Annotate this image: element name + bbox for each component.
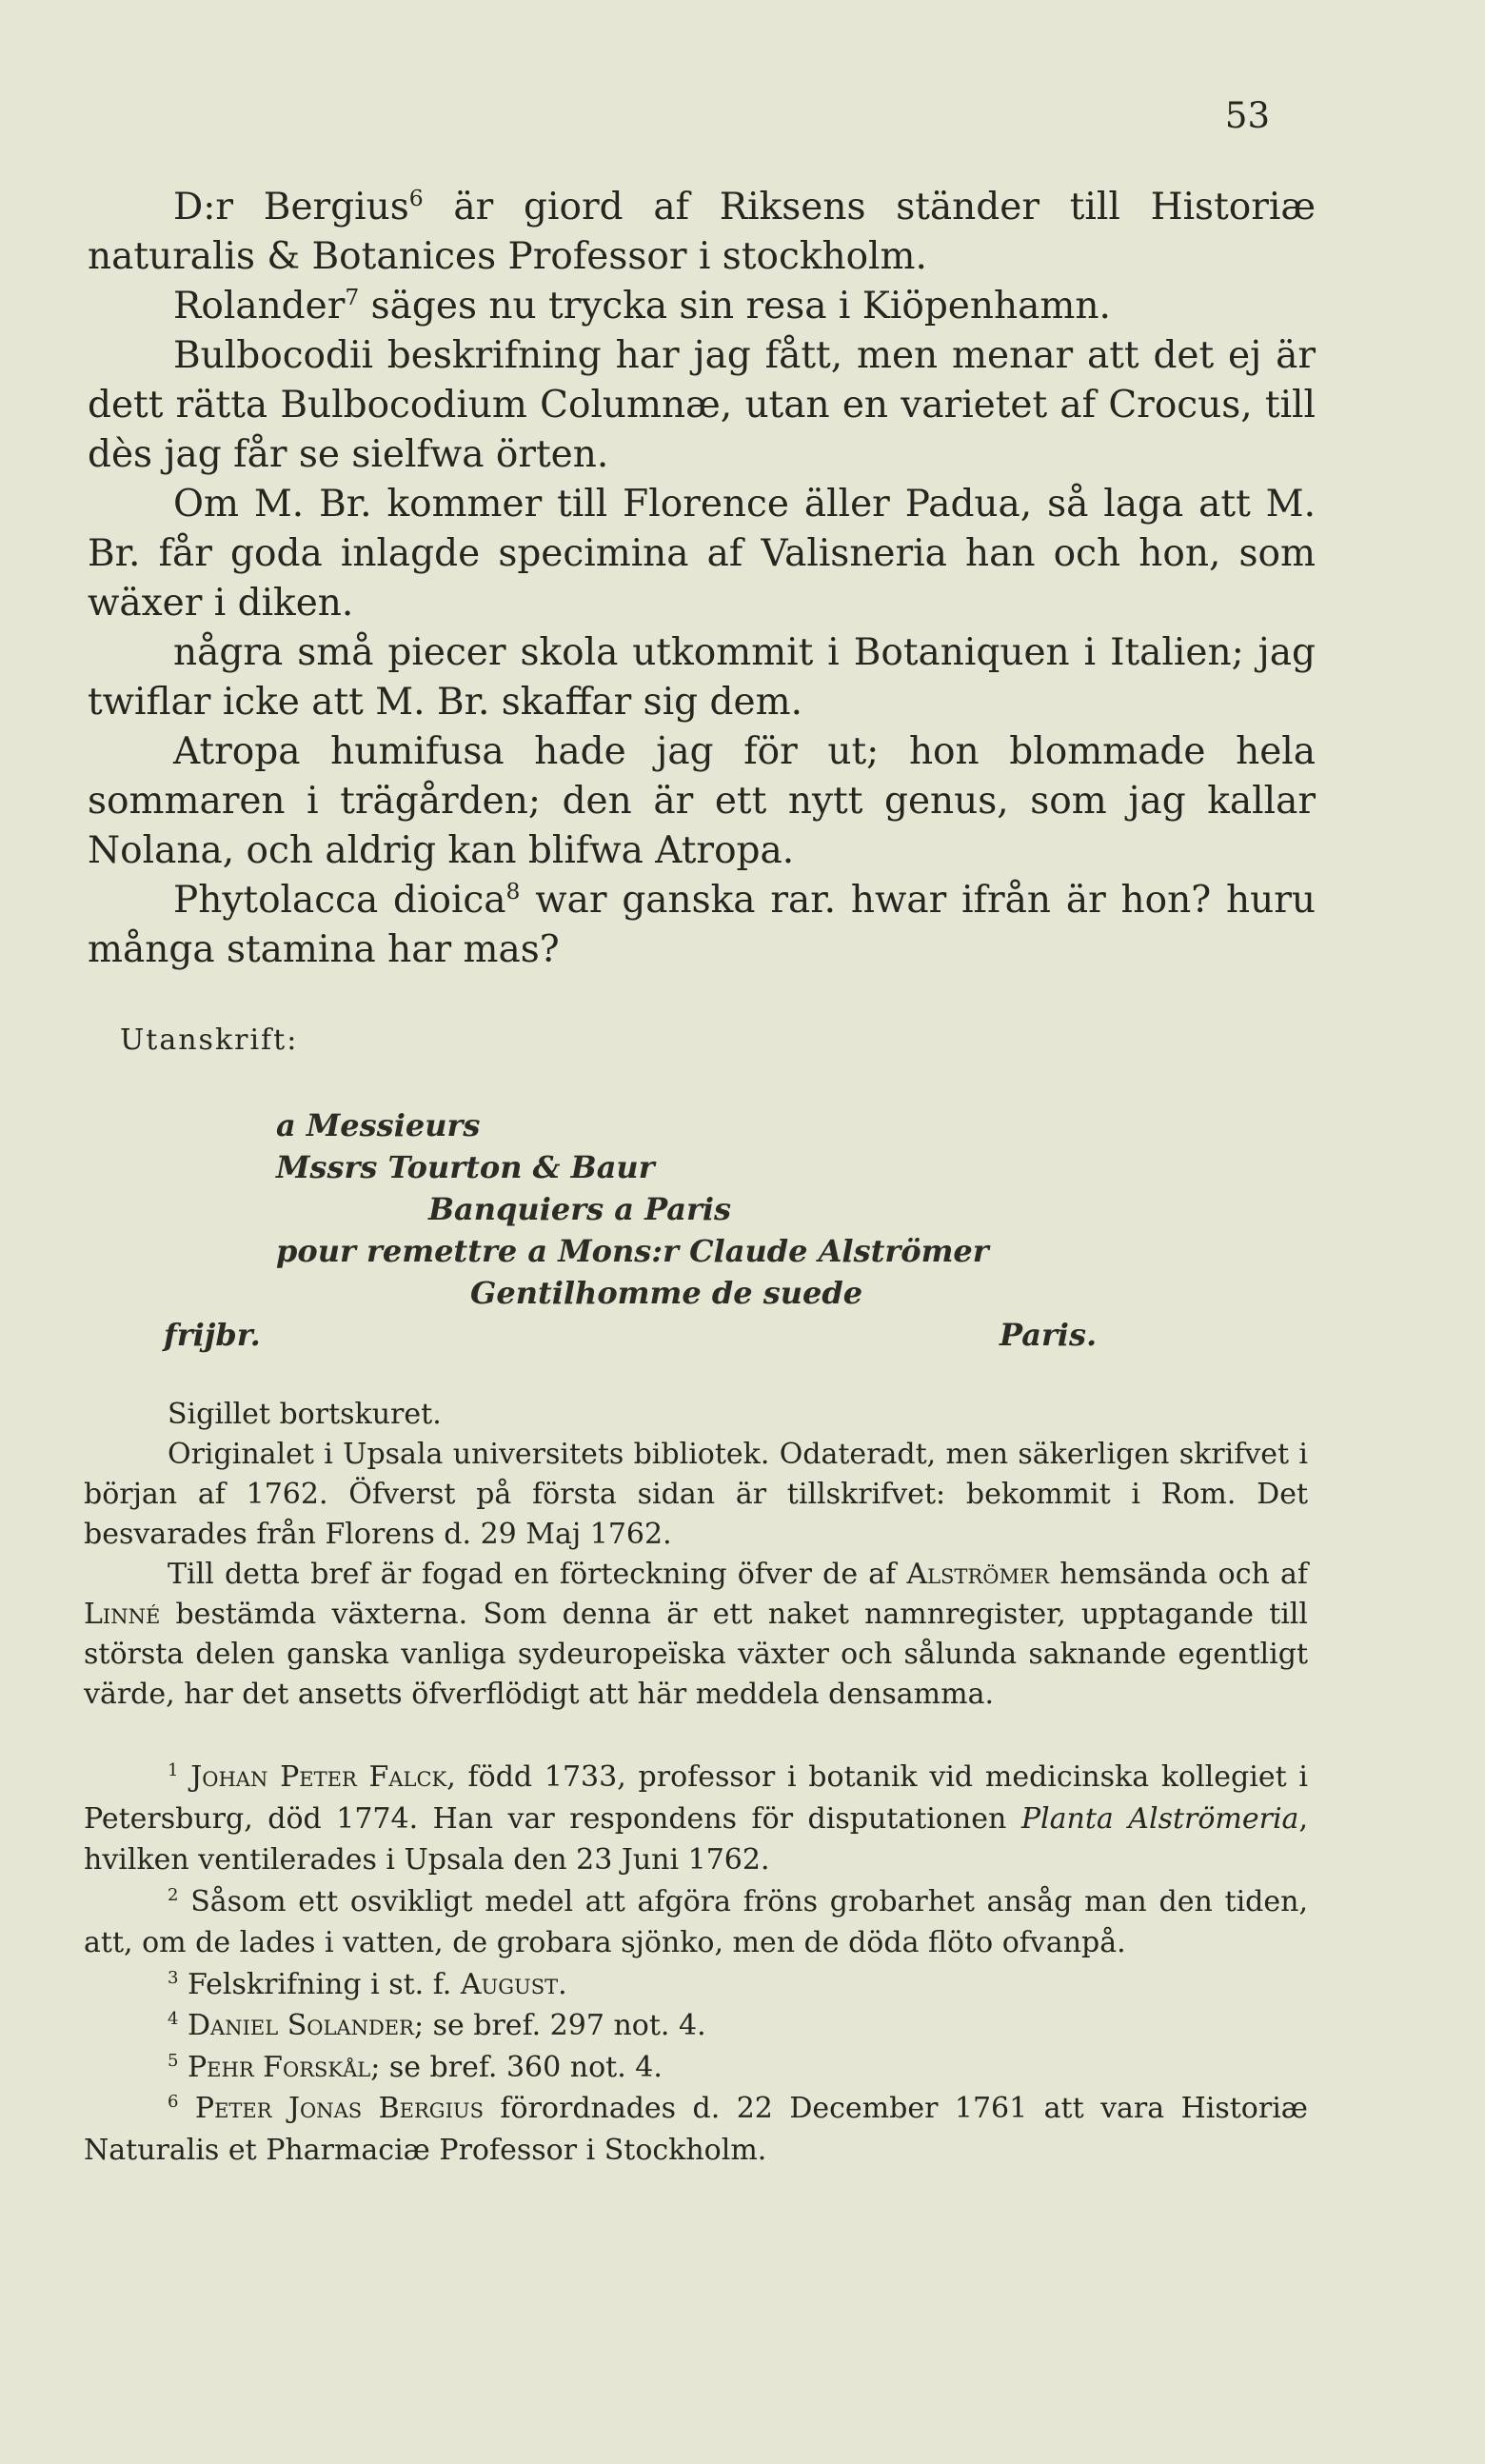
address-frank-mark: frijbr.: [164, 1317, 261, 1353]
text-run: förordnades d. 22 December 1761 att vara Historiæ Naturalis et Pharmaciæ Professor i Stockholm.: [84, 2092, 1309, 2167]
text-run: [178, 2092, 194, 2125]
title-italic: Planta Alströmeria: [1020, 1801, 1299, 1836]
text-run: Bulbocodii beskrifning har jag fått, men menar att det ej är dett rätta Bulbocodium Columnæ, utan en varietet af Crocus, till dès jag får se sielfwa örten.: [88, 334, 1316, 476]
person-name: Daniel Solander: [188, 2009, 414, 2042]
address-line: Banquiers a Paris: [428, 1191, 732, 1227]
letter-paragraph: [88, 183, 1316, 282]
text-run: ; se bref. 297 not. 4.: [413, 2009, 706, 2042]
text-run: några små piecer skola utkommit i Botaniquen i Italien; jag twiflar icke att M. Br. skaffar sig dem.: [88, 631, 1316, 724]
footnote: [84, 2088, 1308, 2171]
address-city: Paris.: [1000, 1317, 1098, 1353]
text-run: [178, 2051, 188, 2084]
text-run: Atropa humifusa hade jag för ut; hon blommade hela sommaren i trägården; den är ett nytt genus, som jag kallar Nolana, och aldrig kan blifwa Atropa.: [88, 730, 1316, 872]
text-run: är giord af Riksens ständer till Historiæ naturalis & Botanices Professor i stockholm.: [88, 186, 1317, 278]
text-run: , född 1733, professor i botanik vid medicinska kollegiet i Petersburg, död 1774. Han var respondens för disputationen: [84, 1760, 1308, 1836]
address-label: Utanskrift:: [120, 1023, 299, 1057]
footnote: [84, 2047, 1308, 2089]
text-run: Om M. Br. kommer till Florence äller Padua, så laga att M. Br. får goda inlagde specimina af Valisneria han och hon, som wäxer i diken.: [88, 483, 1316, 625]
note-marker: 3: [168, 1967, 179, 1988]
text-run: Sigillet bortskuret.: [168, 1398, 442, 1431]
text-run: war ganska rar. hwar ifrån är hon? huru många stamina har mas?: [88, 879, 1316, 971]
letter-paragraph: [88, 628, 1316, 727]
footnote: [84, 2005, 1308, 2047]
letter-body: [88, 183, 1316, 975]
footnote: [84, 1881, 1308, 1964]
address-line: Mssrs Tourton & Baur: [276, 1149, 655, 1185]
note-marker: 5: [168, 2050, 179, 2071]
person-name: Linné: [84, 1598, 161, 1631]
editorial-note: [84, 1435, 1308, 1555]
letter-paragraph: [88, 727, 1316, 876]
text-run: Originalet i Upsala universitets bibliotek. Odateradt, men säkerligen skrifvet i början af 1762. Öfverst på första sidan är tillskrifvet: bekommit i Rom. Det besvarades från Florens d. 29 Maj 1762.: [84, 1438, 1308, 1551]
text-run: hemsända och af: [1049, 1558, 1309, 1591]
text-run: Till detta bref är fogad en förteckning öfver de af: [168, 1558, 907, 1591]
person-name: Peter Jonas Bergius: [194, 2092, 484, 2125]
text-run: ; se bref. 360 not. 4.: [370, 2050, 663, 2084]
footnote: [84, 1964, 1308, 2006]
text-run: bestämda växterna. Som denna är ett naket namnregister, upptagande till största delen ganska vanliga sydeuropeïska växter och sålunda saknande egentligt värde, har det ansetts öfverflödigt att här meddela densamma.: [84, 1598, 1308, 1711]
editorial-note: [84, 1395, 1308, 1435]
text-run: [178, 1760, 190, 1794]
text-run: Felskrifning i st. f.: [178, 1967, 461, 2001]
letter-paragraph: [88, 876, 1316, 975]
editorial-note: [84, 1555, 1308, 1715]
note-marker: 4: [168, 2009, 179, 2029]
person-name: Johan Peter Falck: [190, 1760, 447, 1794]
footnotes: [84, 1757, 1308, 2171]
address-line: Gentilhomme de suede: [470, 1275, 863, 1311]
letter-paragraph: [88, 282, 1316, 331]
text-run: D:r Bergius: [173, 186, 409, 229]
note-marker: 7: [345, 284, 360, 310]
address-line: a Messieurs: [276, 1107, 481, 1143]
footnote: [84, 1757, 1308, 1881]
person-name: Alströmer: [906, 1558, 1050, 1591]
letter-paragraph: [88, 480, 1316, 628]
note-marker: 6: [168, 2092, 179, 2112]
person-name: Pehr Forskål: [188, 2050, 371, 2084]
note-marker: 8: [505, 878, 521, 904]
text-run: , hvilken ventilerades i Upsala den 23 Juni 1762.: [84, 1801, 1308, 1877]
letter-paragraph: [88, 331, 1316, 480]
note-marker: 2: [168, 1884, 179, 1905]
text-run: säges nu trycka sin resa i Kiöpenhamn.: [359, 285, 1111, 328]
text-run: Såsom ett osvikligt medel att afgöra fröns grobarhet ansåg man den tiden, att, om de lades i vatten, de grobara sjönko, men de döda flöto ofvanpå.: [84, 1884, 1308, 1959]
editorial-notes: [84, 1395, 1308, 1715]
note-marker: 1: [168, 1760, 179, 1780]
page-number: 53: [1224, 95, 1270, 136]
person-name: August: [460, 1967, 559, 2001]
text-run: .: [558, 1967, 567, 2001]
text-run: Rolander: [173, 285, 346, 328]
text-run: [178, 2009, 188, 2042]
note-marker: 6: [408, 185, 424, 211]
address-line: pour remettre a Mons:r Claude Alströmer: [276, 1233, 989, 1269]
text-run: Phytolacca dioica: [173, 879, 506, 922]
